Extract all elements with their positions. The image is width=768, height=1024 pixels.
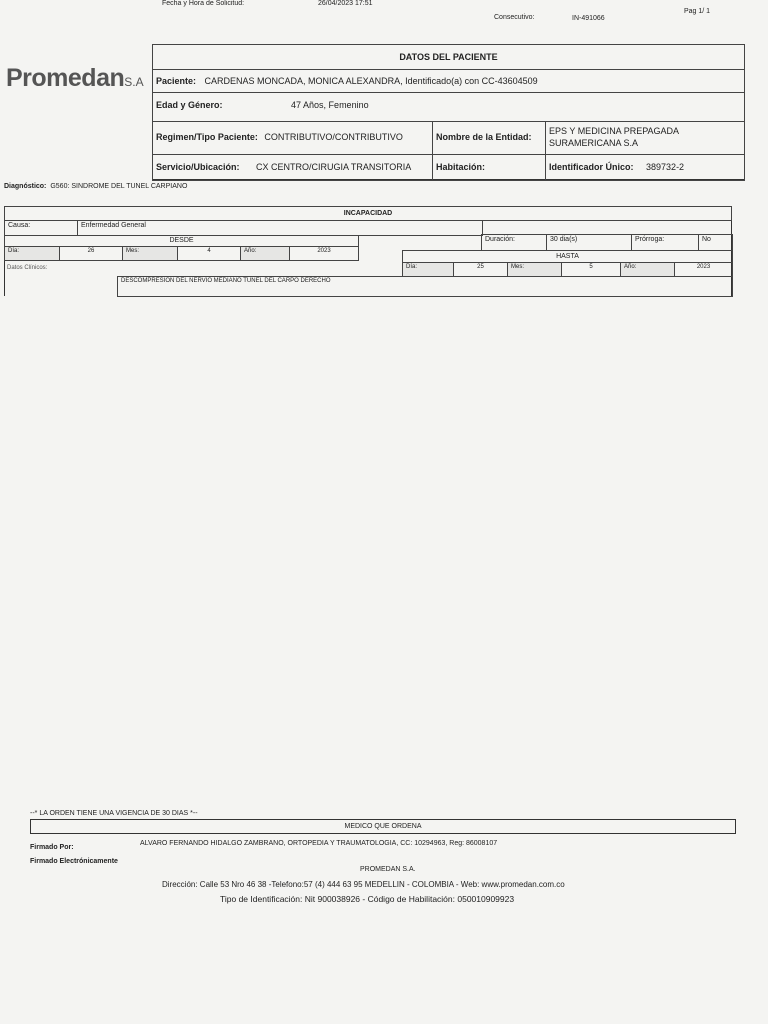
patient-section-title: DATOS DEL PACIENTE [152, 44, 745, 70]
logo-suffix: S.A [124, 75, 144, 89]
company-id: Tipo de Identificación: Nit 900038926 - Código de Habilitación: 050010909923 [220, 894, 515, 904]
clinical-label: Datos Clínicos: [7, 265, 48, 271]
to-month-value: 5 [561, 262, 621, 277]
consecutive-value: IN-491066 [572, 15, 605, 22]
service-value: CX CENTRO/CIRUGIA TRANSITORIA [256, 162, 412, 172]
regime-row [152, 121, 433, 155]
consecutive-label: Consecutivo: [494, 14, 535, 21]
from-day-label: Día: [4, 246, 60, 261]
entity-label-cell [432, 121, 546, 155]
patient-data-box [152, 44, 745, 180]
from-month-value: 4 [177, 246, 241, 261]
electronic-signature: Firmado Electrónicamente [30, 858, 118, 865]
extension-value: No [698, 234, 733, 251]
page-number: Pag 1/ 1 [684, 8, 711, 15]
company-name: PROMEDAN S.A. [360, 866, 416, 873]
age-label: Edad y Género: [156, 100, 223, 110]
patient-label: Paciente: [156, 76, 197, 86]
patient-value: CARDENAS MONCADA, MONICA ALEXANDRA, Identificado(a) con CC-43604509 [204, 76, 538, 86]
doctor-title: MEDICO QUE ORDENA [30, 819, 736, 834]
from-year-value: 2023 [289, 246, 359, 261]
from-title: DESDE [169, 237, 194, 244]
diagnosis-line [4, 183, 187, 190]
service-label: Servicio/Ubicación: [156, 162, 240, 172]
diagnosis-value: G560: SINDROME DEL TUNEL CARPIANO [50, 183, 188, 190]
promedan-logo [6, 64, 144, 93]
clinical-value: DESCOMPRESION DEL NERVIO MEDIANO TUNEL DEL CARPO DERECHO [117, 276, 733, 297]
uid-label: Identificador Único: [549, 162, 634, 172]
entity-value-line-2: SURAMERICANA S.A [549, 138, 639, 148]
patient-row [152, 69, 745, 93]
cause-label: Causa: [4, 220, 78, 236]
entity-value-cell [545, 121, 745, 155]
to-day-label: Día: [402, 262, 454, 277]
company-address: Dirección: Calle 53 Nro 46 38 -Telefono:57 (4) 444 63 95 MEDELLIN - COLOMBIA - Web: www.promedan.com.co [162, 880, 565, 889]
age-value: 47 Años, Femenino [291, 100, 369, 110]
signed-by-label: Firmado Por: [30, 844, 74, 851]
cause-value: Enfermedad General [77, 220, 483, 236]
request-date-value: 26/04/2023 17:51 [318, 0, 373, 7]
room-label: Habitación: [436, 162, 486, 172]
request-date-label: Fecha y Hora de Solicitud: [162, 0, 245, 7]
diagnosis-label: Diagnóstico: [4, 183, 47, 190]
uid-value: 389732-2 [646, 162, 685, 172]
regime-label: Regimen/Tipo Paciente: [156, 132, 258, 142]
signed-by-value: ALVARO FERNANDO HIDALGO ZAMBRANO, ORTOPEDIA Y TRAUMATOLOGIA, CC: 10294963, Reg: 86008107 [140, 840, 498, 847]
duration-value: 30 dia(s) [546, 234, 632, 251]
to-title: HASTA [402, 250, 733, 263]
entity-value-line-1: EPS Y MEDICINA PREPAGADA [549, 126, 680, 136]
to-year-value: 2023 [674, 262, 733, 277]
from-day-value: 26 [59, 246, 123, 261]
incapacity-title: INCAPACIDAD [4, 206, 732, 221]
duration-label: Duración: [481, 234, 547, 251]
room-cell [432, 154, 546, 181]
uid-cell [545, 154, 745, 181]
age-row [152, 92, 745, 122]
to-year-label: Año: [620, 262, 675, 277]
to-day-value: 25 [453, 262, 508, 277]
entity-label: Nombre de la Entidad: [436, 132, 532, 142]
extension-label: Prórroga: [631, 234, 699, 251]
incapacity-box [4, 206, 732, 296]
validity-note: --* LA ORDEN TIENE UNA VIGENCIA DE 30 DIAS *-- [30, 810, 198, 817]
from-year-label: Año: [240, 246, 290, 261]
regime-value: CONTRIBUTIVO/CONTRIBUTIVO [264, 132, 403, 142]
to-month-label: Mes: [507, 262, 562, 277]
service-row [152, 154, 433, 181]
from-month-label: Mes: [122, 246, 178, 261]
logo-text: Promedan [6, 64, 125, 92]
